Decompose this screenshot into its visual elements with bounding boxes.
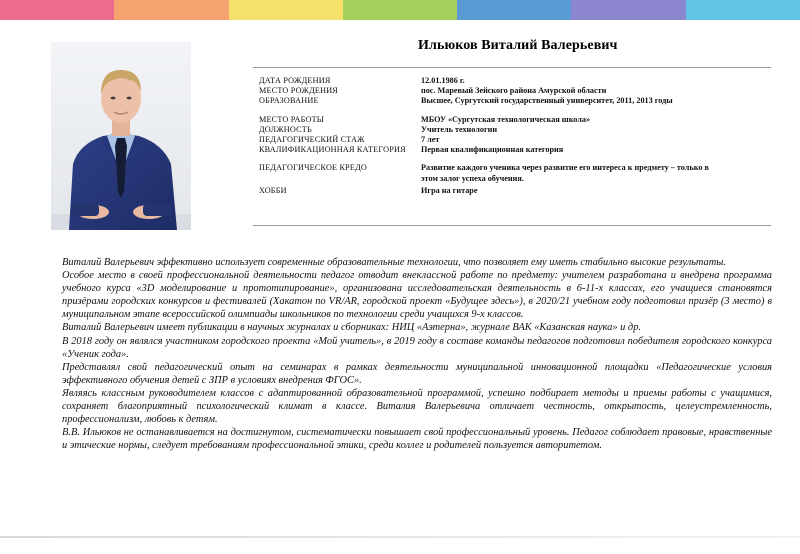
info-label: ДОЛЖНОСТЬ [259, 124, 312, 134]
info-value: Первая квалификационная категория [421, 145, 564, 155]
bio-paragraph: Виталий Валерьевич эффективно использует современные образовательные технологии, что позволяет ему иметь стабильно высокие результаты. [62, 257, 726, 268]
info-label: ПЕДАГОГИЧЕСКОЕ КРЕДО [259, 163, 368, 173]
info-row [259, 96, 769, 106]
info-row [259, 76, 769, 86]
info-row [259, 115, 769, 125]
info-row [259, 186, 769, 196]
footer-divider [0, 536, 800, 538]
info-group-credo [259, 163, 769, 196]
header-color-segment [343, 0, 457, 20]
info-value: Учитель технологии [421, 124, 498, 134]
info-table [259, 76, 769, 204]
header-color-segment [686, 0, 800, 20]
header-color-segment [457, 0, 571, 20]
teacher-portrait-photo [51, 42, 191, 230]
info-row [259, 163, 769, 183]
info-label: ДАТА РОЖДЕНИЯ [259, 76, 331, 85]
info-row [259, 86, 769, 96]
header-color-segment [0, 0, 114, 20]
info-label: МЕСТО РАБОТЫ [259, 114, 325, 124]
info-label: МЕСТО РОЖДЕНИЯ [259, 86, 338, 96]
info-value: МБОУ «Сургутская технологическая школа» [421, 114, 591, 124]
info-label: ПЕДАГОГИЧЕСКИЙ СТАЖ [259, 135, 365, 145]
bio-paragraph: Виталий Валерьевич имеет публикации в научных журналах и сборниках: НИЦ «Аэтерна», журнале ВАК «Казанская наука» и др. [62, 322, 641, 334]
teacher-name: Ильюков Виталий Валерьевич [418, 38, 618, 53]
info-value: Игра на гитаре [421, 185, 478, 195]
info-value: Развитие каждого ученика через развитие его интереса к предмету – только в этом залог успеха обучения. [421, 163, 709, 183]
header-color-segment [229, 0, 343, 20]
header-color-bar [0, 0, 800, 20]
bio-paragraph: В 2018 году он являлся участником городского проекта «Мой учитель», в 2019 году в составе команды педагогов подготовил победителя городского конкурса «Ученик года». [62, 335, 772, 360]
header-color-segment [571, 0, 685, 20]
info-label: ОБРАЗОВАНИЕ [259, 96, 319, 106]
info-value: 7 лет [421, 135, 440, 145]
info-group-personal [259, 76, 769, 107]
info-label: КВАЛИФИКАЦИОННАЯ КАТЕГОРИЯ [259, 145, 406, 155]
info-row [259, 125, 769, 135]
info-group-work [259, 115, 769, 156]
info-value: Высшее, Сургутский государственный университет, 2011, 2013 годы [421, 96, 673, 106]
header-color-segment [114, 0, 228, 20]
info-label: ХОББИ [259, 185, 287, 195]
info-row [259, 135, 769, 145]
biography-text [62, 256, 772, 452]
bio-paragraph: Представлял свой педагогический опыт на семинарах в рамках деятельности муниципальной инновационной площадки «Педагогические условия эффективного обучения детей с ЗПР в условиях внедрения ФГОС». [62, 361, 772, 386]
bio-paragraph: В.В. Ильюков не останавливается на достигнутом, систематически повышает свой профессиональный уровень. Педагог соблюдает правовые, нравственные и этические нормы, следует требованиям профессиональной этики, среди коллег и родителей пользуется авторитетом. [62, 427, 772, 452]
info-row [259, 145, 769, 155]
info-value: пос. Маревый Зейского района Амурской области [421, 86, 607, 96]
info-value: 12.01.1986 г. [421, 76, 465, 85]
bio-paragraph: Особое место в своей профессиональной деятельности педагог отводит внеклассной работе по предмету: учителем разработана и внедрена программа учебного курса «3D моделирование и прототипирование», организована исследовательская деятельность в 6-11-х классах, его учащиеся становятся призёрами городских конкурсов и фестивалей (Хакатон по VR/AR, городской проект «Будущее здесь»), в 2020/21 учебном году подготовил призёр (3 место) в муниципальном этапе всероссийской олимпиады школьников по технологии среди учащихся 9-х классов. [62, 270, 772, 321]
info-bottom-divider [253, 225, 771, 226]
info-top-divider [253, 67, 771, 68]
bio-paragraph: Являясь классным руководителем классов с адаптированной образовательной программой, успешно подбирает методы и приемы работы с учащимися, сохраняет благоприятный психологический климат в классе. Виталия Валерьевича отличает честность, открытость, целеустремленность, профессионализм, любовь к детям. [62, 387, 772, 426]
